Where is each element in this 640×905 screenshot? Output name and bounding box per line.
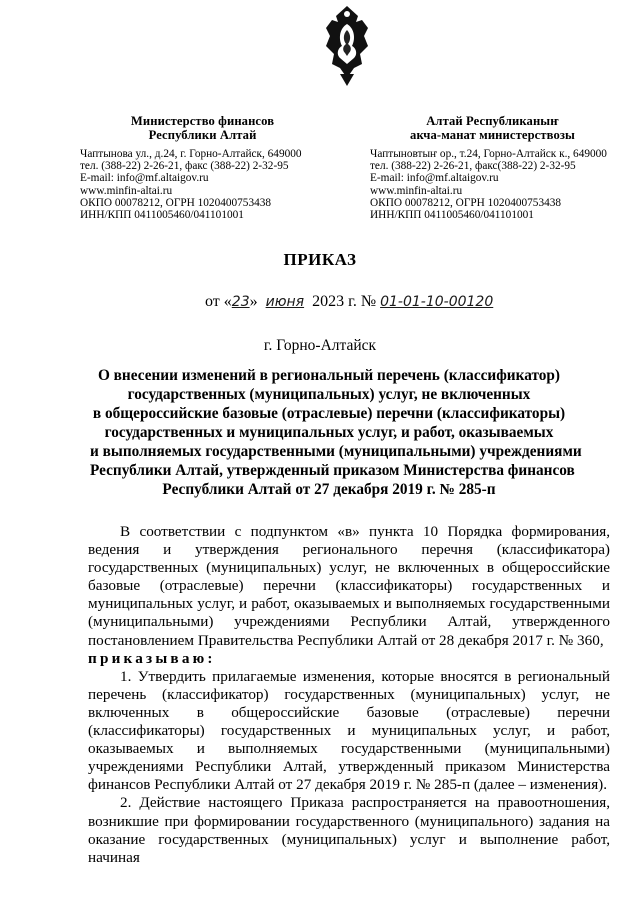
website-line: www.minfin-altai.ru	[370, 184, 463, 197]
subject-line: государственных и муниципальных услуг, и работ, оказываемых	[104, 424, 554, 441]
ministry-name-ru-line2: Республики Алтай	[148, 128, 257, 142]
subject-line: и выполняемых государственными (муниципальными) учреждениями	[90, 443, 582, 460]
ministry-name-alt	[370, 114, 615, 142]
subject-line: Республики Алтай, утвержденный приказом Министерства финансов	[90, 462, 575, 479]
handwritten-month: июня	[265, 294, 305, 310]
subject-line: в общероссийские базовые (отраслевые) перечни (классификаторы)	[92, 405, 566, 422]
subject-line: Республики Алтай от 27 декабря 2019 г. № 285-п	[162, 481, 496, 498]
inn-line: ИНН/КПП 0411005460/041101001	[370, 209, 534, 222]
ministry-name-ru-line1: Министерство финансов	[130, 114, 275, 128]
preamble-paragraph: В соответствии с подпунктом «в» пункта 10 Порядка формирования, ведения и утверждения регионального перечня (классификатора) государственных (муниципальных) услуг, не включенных в общероссийские базовые (отраслевые) перечни (классификаторы) государственных и муниципальных услуг, и работ, оказываемых и выполняемых государственными (муниципальными) учреждениями Республики Алтай, утвержденного постановлением Правительства Республики Алтай от 28 декабря 2017 г. № 360,	[88, 523, 610, 649]
prikazyvayu-label: приказываю:	[88, 649, 216, 667]
okpo-line: ОКПО 00078212, ОГРН 1020400753438	[370, 196, 562, 209]
ministry-name-alt-line2: акча-манат министерствозы	[410, 128, 575, 142]
coat-of-arms-emblem	[318, 2, 376, 92]
email-line: E-mail: info@mf.altaigov.ru	[80, 172, 209, 185]
email-line: E-mail: info@mf.altaigov.ru	[370, 172, 499, 185]
clause-2-paragraph: 2. Действие настоящего Приказа распространяется на правоотношения, возникшие при формировании государственного (муниципального) задания на оказание государственных (муниципальных) услуг и выполнение работ, начиная	[88, 794, 610, 866]
address-line: Чаптынова ул., д.24, г. Горно-Алтайск, 649000	[80, 148, 302, 160]
ministry-header-altai	[370, 114, 615, 221]
order-date-number	[205, 293, 493, 311]
handwritten-order-number: 01-01-10-00120	[380, 294, 494, 310]
ministry-name-alt-line1: Алтай Республиканыҥ	[426, 114, 559, 128]
year-number-label: 2023 г. №	[312, 293, 377, 310]
date-prefix: от «	[205, 293, 232, 310]
phone-line: тел. (388-22) 2-26-21, факс(388-22) 2-32-95	[370, 160, 576, 173]
website-line: www.minfin-altai.ru	[80, 184, 173, 197]
phone-line: тел. (388-22) 2-26-21, факс (388-22) 2-32-95	[80, 160, 289, 173]
city-line: г. Горно-Алтайск	[263, 337, 377, 354]
ministry-header-russian	[80, 114, 325, 221]
clause-1-paragraph: 1. Утвердить прилагаемые изменения, которые вносятся в региональный перечень (классификатор) государственных (муниципальных) услуг, не включенных в общероссийские базовые (отраслевые) перечни (классификаторы) государственных и муниципальных услуг, и работ, оказываемых и выполняемых государственными (муниципальными) учреждениями Республики Алтай, утвержденный приказом Министерства финансов Республики Алтай от 27 декабря 2019 г. № 285-п (далее – изменения).	[88, 667, 610, 794]
inn-line: ИНН/КПП 0411005460/041101001	[80, 209, 244, 222]
subject-line: О внесении изменений в региональный перечень (классификатор)	[97, 367, 561, 384]
order-body	[88, 523, 610, 867]
order-subject	[90, 366, 582, 499]
subject-line: государственных (муниципальных) услуг, не включенных	[127, 386, 531, 403]
address-line: Чаптыновтыҥ ор., т.24, Горно-Алтайск к., 649000	[370, 148, 607, 160]
date-mid: »	[249, 293, 258, 310]
ministry-name-ru	[80, 114, 325, 142]
handwritten-day: 23	[231, 294, 250, 310]
document-title: ПРИКАЗ	[283, 250, 357, 269]
okpo-line: ОКПО 00078212, ОГРН 1020400753438	[80, 196, 272, 209]
